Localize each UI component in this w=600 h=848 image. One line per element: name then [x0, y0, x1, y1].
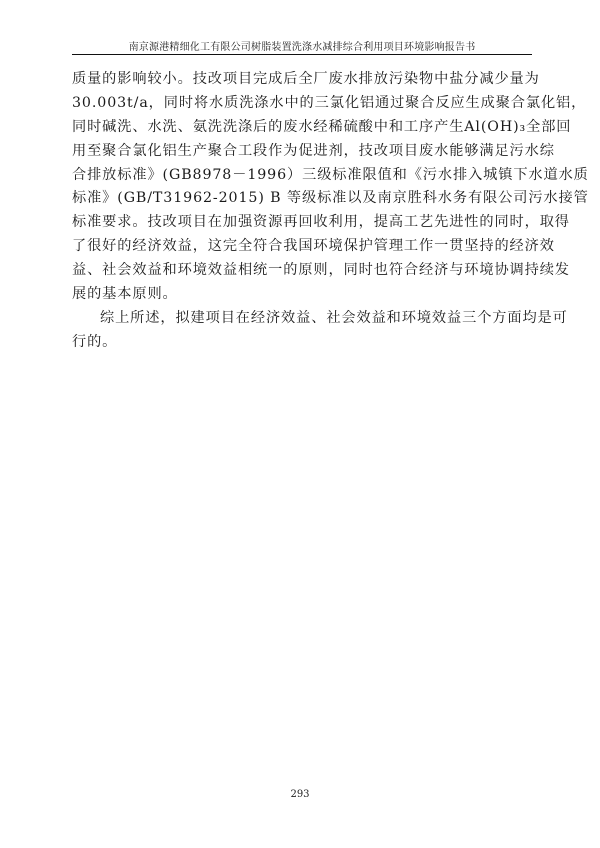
- body-line: 30.003t/a，同时将水质洗涤水中的三氯化铝通过聚合反应生成聚合氯化铝，: [72, 94, 587, 111]
- body-line: 标准要求。技改项目在加强资源再回收利用，提高工艺先进性的同时，取得: [72, 214, 570, 231]
- body-line: 用至聚合氯化铝生产聚合工段作为促进剂，技改项目废水能够满足污水综: [72, 142, 555, 159]
- page-number: 293: [290, 789, 310, 800]
- document-header: 南京源港精细化工有限公司树脂装置洗涤水减排综合利用项目环境影响报告书: [128, 42, 476, 53]
- body-line: 行的。: [72, 333, 118, 350]
- header-rule: [72, 54, 532, 55]
- body-line: 合排放标准》(GB8978－1996）三级标准限值和《污水排入城镇下水道水质: [72, 166, 589, 183]
- body-line: 展的基本原则。: [72, 286, 178, 303]
- body-line: 益、社会效益和环境效益相统一的原则，同时也符合经济与环境协调持续发: [72, 262, 570, 279]
- body-line: 质量的影响较小。技改项目完成后全厂废水排放污染物中盐分减少量为: [72, 71, 540, 87]
- body-line: 综上所述，拟建项目在经济效益、社会效益和环境效益三个方面均是可: [100, 309, 568, 326]
- body-line: 了很好的经济效益，这完全符合我国环境保护管理工作一贯坚持的经济效: [72, 238, 555, 255]
- body-line: 同时碱洗、水洗、氨洗洗涤后的废水经稀硫酸中和工序产生Al(OH)₃全部回: [72, 118, 572, 135]
- body-line: 标准》(GB/T31962-2015) B 等级标准以及南京胜科水务有限公司污水接管: [72, 190, 589, 207]
- document-body: [72, 68, 589, 355]
